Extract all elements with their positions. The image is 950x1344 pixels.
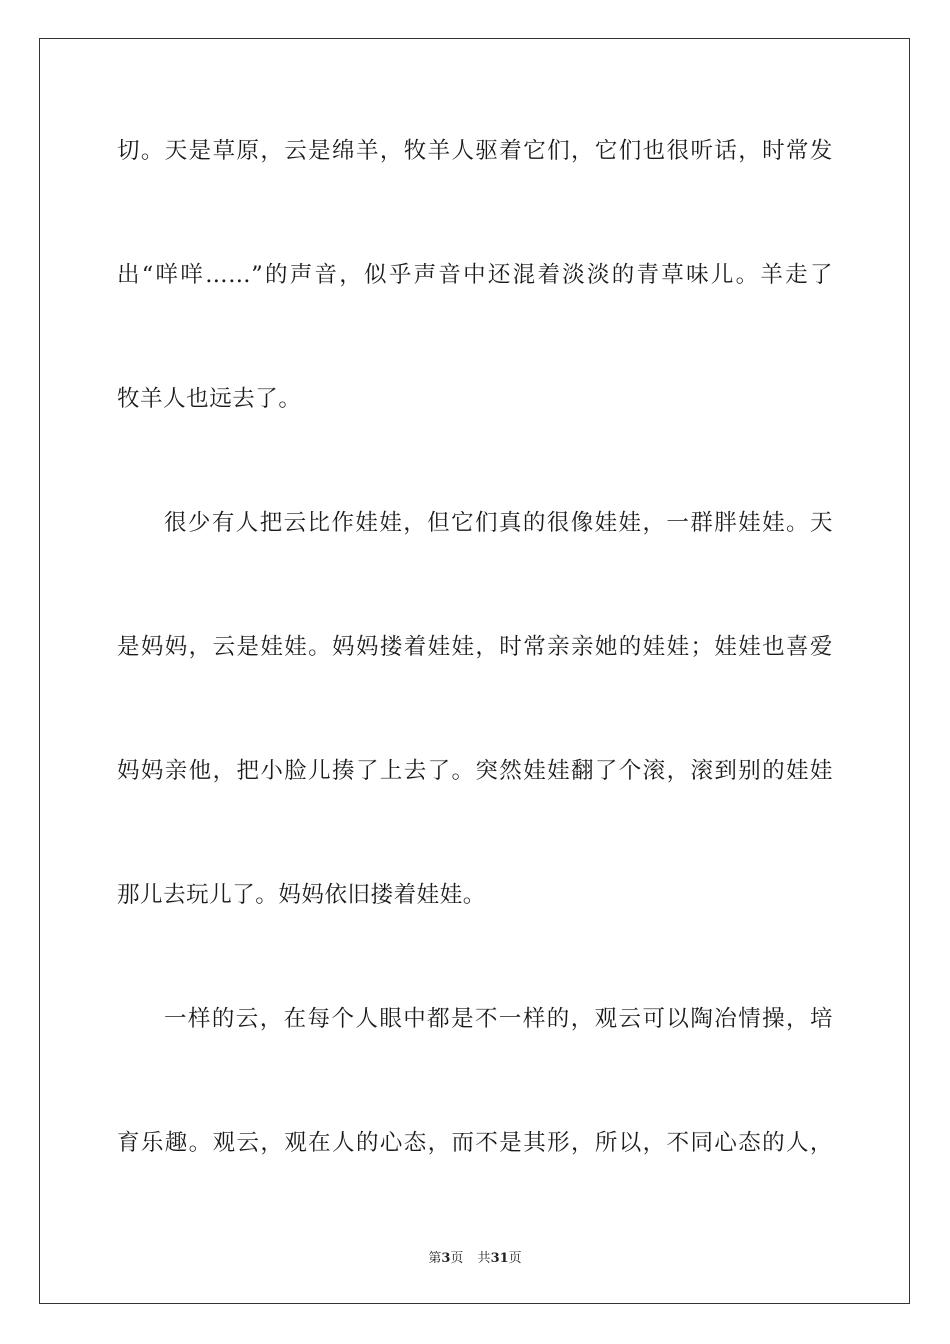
page-footer: [0, 1247, 950, 1266]
page-suffix: 页: [450, 1251, 464, 1266]
body-text-line-5: 是妈妈，云是娃娃。妈妈搂着娃娃，时常亲亲她的娃娃；娃娃也喜爱: [117, 634, 833, 660]
body-text-line-9: 育乐趣。观云，观在人的心态，而不是其形，所以，不同心态的人，: [117, 1130, 833, 1156]
body-text-line-3: 牧羊人也远去了。: [117, 386, 302, 412]
total-suffix: 页: [508, 1251, 522, 1266]
body-text-line-6: 妈妈亲他，把小脸儿揍了上去了。突然娃娃翻了个滚，滚到别的娃娃: [117, 758, 833, 784]
body-text-line-7: 那儿去玩儿了。妈妈依旧搂着娃娃。: [117, 882, 486, 908]
page-border: [39, 38, 910, 1304]
total-pages: 31: [490, 1251, 509, 1266]
page-prefix: 第: [428, 1251, 442, 1266]
body-text-line-1: 切。天是草原，云是绵羊，牧羊人驱着它们，它们也很听话，时常发: [117, 138, 833, 164]
body-text-line-8: 一样的云，在每个人眼中都是不一样的，观云可以陶冶情操，培: [164, 1006, 833, 1032]
body-text-line-2: 出“咩咩……”的声音，似乎声音中还混着淡淡的青草味儿。羊走了: [117, 262, 833, 288]
page-indicator: [428, 1251, 463, 1266]
total-prefix: 共: [477, 1251, 491, 1266]
page-number: 3: [441, 1251, 451, 1266]
total-indicator: [478, 1251, 522, 1266]
body-text-line-4: 很少有人把云比作娃娃，但它们真的很像娃娃，一群胖娃娃。天: [164, 510, 833, 536]
